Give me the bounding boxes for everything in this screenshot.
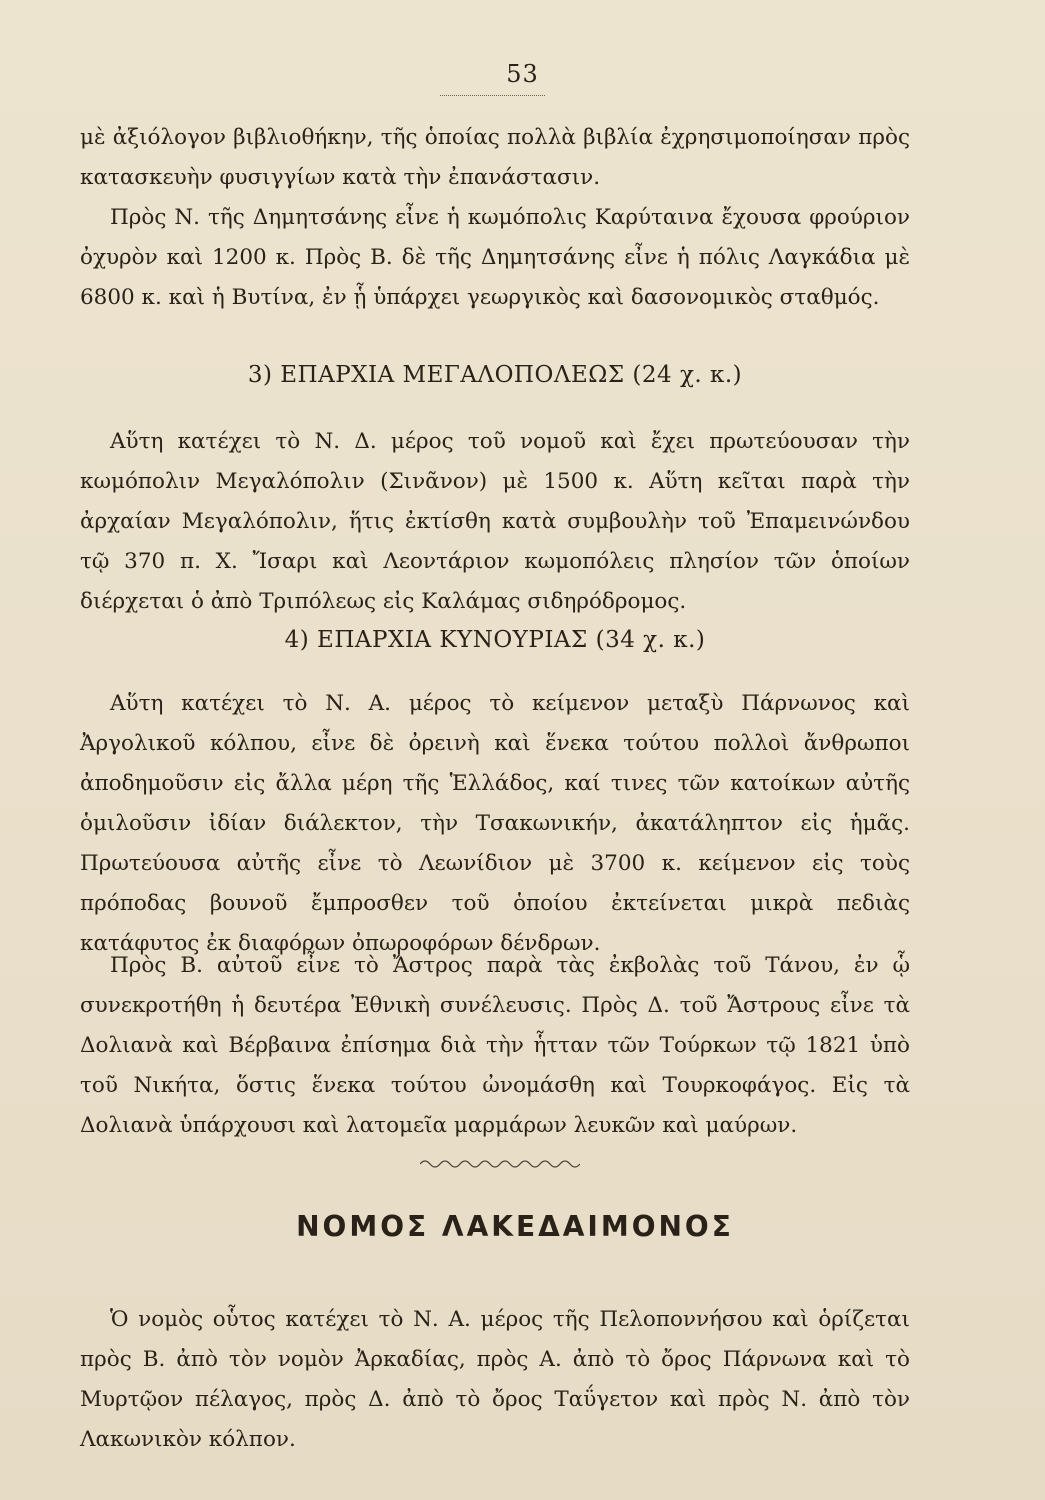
paragraph-megalopolis: Αὕτη κατέχει τὸ Ν. Δ. μέρος τοῦ νομοῦ καὶ ἔχει πρωτεύουσαν τὴν κωμόπολιν Μεγαλόπολιν (Σινᾶνον) μὲ 1500 κ. Αὕτη κεῖται παρὰ τὴν ἀρχαίαν Μεγαλόπολιν, ἥτις ἐκτίσθη κατὰ συμβουλὴν τοῦ Ἐπαμεινώνδου τῷ 370 π. Χ. Ἴσαρι καὶ Λεοντάριον κωμοπόλεις πλησίον τῶν ὁποίων διέρχεται ὁ ἀπὸ Τριπόλεως εἰς Καλάμας σιδηρόδρομος.: [80, 429, 910, 614]
paragraph-kynouria: Αὕτη κατέχει τὸ Ν. Α. μέρος τὸ κείμενον μεταξὺ Πάρνωνος καὶ Ἀργολικοῦ κόλπου, εἶνε δὲ ὀρεινὴ καὶ ἕνεκα τούτου πολλοὶ ἄνθρωποι ἀποδημοῦσιν εἰς ἄλλα μέρη τῆς Ἑλλάδος, καί τινες τῶν κατοίκων αὐτῆς ὁμιλοῦσιν ἰδίαν διάλεκτον, τὴν Τσακωνικήν, ἀκατάληπτον εἰς ἡμᾶς. Πρωτεύουσα αὐτῆς εἶνε τὸ Λεωνίδιον μὲ 3700 κ. κείμενον εἰς τοὺς πρόποδας βουνοῦ ἔμπροσθεν τοῦ ὁποίου ἐκτείνεται μικρὰ πεδιὰς κατάφυτος ἐκ διαφόρων ὀπωροφόρων δένδρων.: [80, 691, 910, 956]
page-number: 53: [506, 60, 539, 88]
wavy-divider: [420, 1158, 580, 1170]
paragraph-library: μὲ ἀξιόλογον βιβλιοθήκην, τῆς ὁποίας πολλὰ βιβλία ἐχρησιμοποίησαν πρὸς κατασκευὴν φυσιγγίων κατὰ τὴν ἐπανάστασιν.: [80, 125, 910, 190]
page-number-rule: [440, 95, 545, 96]
paragraph-lakedaimon: Ὁ νομὸς οὗτος κατέχει τὸ Ν. Α. μέρος τῆς Πελοποννήσου καὶ ὁρίζεται πρὸς Β. ἀπὸ τὸν νομὸν Ἀρκαδίας, πρὸς Α. ἀπὸ τὸ ὄρος Πάρνωνα καὶ τὸ Μυρτῷον πέλαγος, πρὸς Δ. ἀπὸ τὸ ὄρος Ταΰγετον καὶ πρὸς Ν. ἀπὸ τὸν Λακωνικὸν κόλπον.: [80, 1307, 910, 1452]
paragraph-astros: Πρὸς Β. αὐτοῦ εἶνε τὸ Ἄστρος παρὰ τὰς ἐκβολὰς τοῦ Τάνου, ἐν ᾧ συνεκροτήθη ἡ δευτέρα Ἐθνικὴ συνέλευσις. Πρὸς Δ. τοῦ Ἄστρους εἶνε τὰ Δολιανὰ καὶ Βέρβαινα ἐπίσημα διὰ τὴν ἧτταν τῶν Τούρκων τῷ 1821 ὑπὸ τοῦ Νικήτα, ὅστις ἕνεκα τούτου ὠνομάσθη καὶ Τουρκοφάγος. Εἰς τὰ Δολιανὰ ὑπάρχουσι καὶ λατομεῖα μαρμάρων λευκῶν καὶ μαύρων.: [80, 953, 910, 1138]
heading-megalopolis: 3) ΕΠΑΡΧΙΑ ΜΕΓΑΛΟΠΟΛΕΩΣ (24 χ. κ.): [247, 362, 743, 388]
section-title-lakedaimon: ΝΟΜΟΣ ΛΑΚΕΔΑΙΜΟΝΟΣ: [296, 1210, 734, 1243]
heading-kynouria: 4) ΕΠΑΡΧΙΑ ΚΥΝΟΥΡΙΑΣ (34 χ. κ.): [284, 627, 706, 653]
paragraph-karytaina: Πρὸς Ν. τῆς Δημητσάνης εἶνε ἡ κωμόπολις Καρύταινα ἔχουσα φρούριον ὀχυρὸν καὶ 1200 κ. Πρὸς Β. δὲ τῆς Δημητσάνης εἶνε ἡ πόλις Λαγκάδια μὲ 6800 κ. καὶ ἡ Βυτίνα, ἐν ᾗ ὑπάρχει γεωργικὸς καὶ δασονομικὸς σταθμός.: [80, 205, 910, 310]
